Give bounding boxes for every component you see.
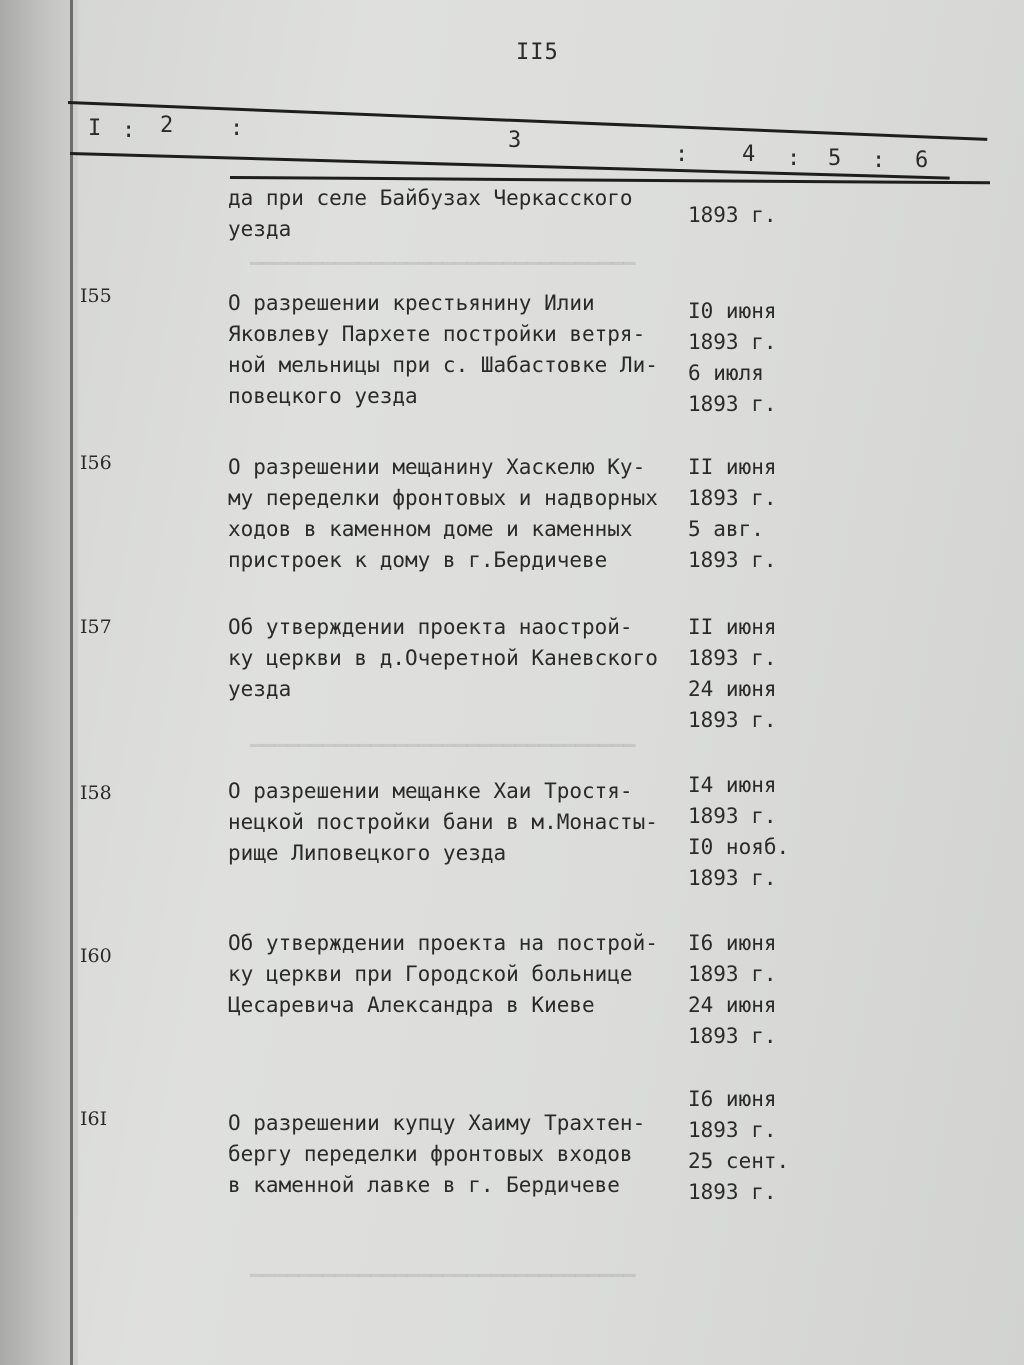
entry-line: да при селе Байбузах Черкасского — [228, 186, 633, 210]
entry-number: I57 — [80, 616, 112, 638]
entry-line: ной мельницы при с. Шабастовке Ли- — [228, 353, 658, 377]
entry-line: О разрешении крестьянину Илии — [228, 291, 595, 315]
entry-dates — [688, 200, 777, 231]
entry-line: О разрешении купцу Хаиму Трахтен- — [228, 1111, 646, 1135]
entry-line: уезда — [228, 217, 292, 241]
header-top-rule — [68, 101, 987, 141]
entry-line: Об утверждении проекта на построй- — [228, 931, 658, 955]
entry-dates — [688, 1084, 789, 1208]
entry-date: 1893 г. — [688, 804, 777, 828]
entry-date: 1893 г. — [688, 962, 777, 986]
header-sep: : — [230, 116, 244, 141]
entry-date: 24 июня — [688, 993, 777, 1017]
header-sep: : — [787, 146, 801, 171]
entry-dates — [688, 770, 789, 894]
entry-line: ку церкви в д.Очеретной Каневского — [228, 646, 658, 670]
entry-date: 1893 г. — [688, 203, 777, 227]
entry-date: 1893 г. — [688, 866, 777, 890]
entry-number: I60 — [80, 945, 112, 967]
entry-dates — [688, 928, 777, 1052]
header-col-2: 2 — [160, 113, 174, 138]
entry-description — [228, 1108, 678, 1201]
entry-dates — [688, 452, 777, 576]
entry-date: II июня — [688, 615, 777, 639]
entry-date: 6 июля — [688, 361, 764, 385]
page-number: II5 — [516, 40, 559, 65]
entry-date: 1893 г. — [688, 1118, 777, 1142]
entry-line: Яковлеву Пархете постройки ветря- — [228, 322, 646, 346]
entry-line: уезда — [228, 677, 292, 701]
entry-date: I6 июня — [688, 1087, 777, 1111]
header-col-1: I — [88, 116, 102, 141]
entry-line: рище Липовецкого уезда — [228, 841, 507, 865]
entry-number: I56 — [80, 452, 112, 474]
entry-date: II июня — [688, 455, 777, 479]
bleed-through-shadow: ▁▁▁▁▁▁▁▁▁▁▁▁▁▁▁▁▁▁▁▁▁▁▁▁▁▁▁▁▁▁▁▁ — [250, 1253, 636, 1277]
entry-date: I4 июня — [688, 773, 777, 797]
entry-line: Об утверждении проекта наострой- — [228, 615, 633, 639]
header-sep: : — [122, 118, 136, 143]
entry-description — [228, 183, 678, 245]
entry-date: 1893 г. — [688, 486, 777, 510]
entry-description — [228, 288, 678, 412]
entry-dates — [688, 296, 777, 420]
entry-line: в каменной лавке в г. Бердичеве — [228, 1173, 620, 1197]
header-middle-rule — [70, 152, 950, 180]
entry-number: I6I — [80, 1108, 108, 1130]
entry-line: бергу переделки фронтовых входов — [228, 1142, 633, 1166]
entry-line: повецкого уезда — [228, 384, 418, 408]
entry-description — [228, 928, 678, 1021]
entry-line: пристроек к дому в г.Бердичеве — [228, 548, 608, 572]
header-col-5: 5 — [828, 146, 842, 171]
binding-edge — [0, 0, 78, 1365]
entry-line: ку церкви при Городской больнице — [228, 962, 633, 986]
entry-description — [228, 452, 678, 576]
entry-description — [228, 776, 678, 869]
entry-date: 1893 г. — [688, 646, 777, 670]
entry-date: 1893 г. — [688, 392, 777, 416]
entry-line: О разрешении мещанину Хаскелю Ку- — [228, 455, 646, 479]
entry-date: 1893 г. — [688, 1180, 777, 1204]
entry-date: 24 июня — [688, 677, 777, 701]
header-sep: : — [872, 148, 886, 173]
header-col-3: 3 — [508, 128, 522, 153]
entry-date: 5 авг. — [688, 517, 764, 541]
entry-line: О разрешении мещанке Хаи Тростя- — [228, 779, 633, 803]
entry-date: I0 июня — [688, 299, 777, 323]
entry-line: Цесаревича Александра в Киеве — [228, 993, 595, 1017]
entry-date: 1893 г. — [688, 548, 777, 572]
entry-number: I58 — [80, 782, 112, 804]
entry-date: 25 сент. — [688, 1149, 790, 1173]
header-col-4: 4 — [742, 142, 756, 167]
header-sep: : — [675, 142, 689, 167]
binding-line — [70, 0, 73, 1365]
entry-date: 1893 г. — [688, 708, 777, 732]
entry-dates — [688, 612, 777, 736]
header-col-6: 6 — [915, 148, 929, 173]
entry-line: ходов в каменном доме и каменных — [228, 517, 633, 541]
bleed-through-shadow: ▁▁▁▁▁▁▁▁▁▁▁▁▁▁▁▁▁▁▁▁▁▁▁▁▁▁▁▁▁▁▁▁ — [250, 241, 636, 265]
entry-line: нецкой постройки бани в м.Монасты- — [228, 810, 658, 834]
entry-description — [228, 612, 678, 705]
entry-date: I6 июня — [688, 931, 777, 955]
entry-date: 1893 г. — [688, 1024, 777, 1048]
entry-number: I55 — [80, 285, 112, 307]
entry-line: му переделки фронтовых и надворных — [228, 486, 658, 510]
entry-date: I0 нояб. — [688, 835, 790, 859]
entry-date: 1893 г. — [688, 330, 777, 354]
bleed-through-shadow: ▁▁▁▁▁▁▁▁▁▁▁▁▁▁▁▁▁▁▁▁▁▁▁▁▁▁▁▁▁▁▁▁ — [250, 723, 636, 747]
